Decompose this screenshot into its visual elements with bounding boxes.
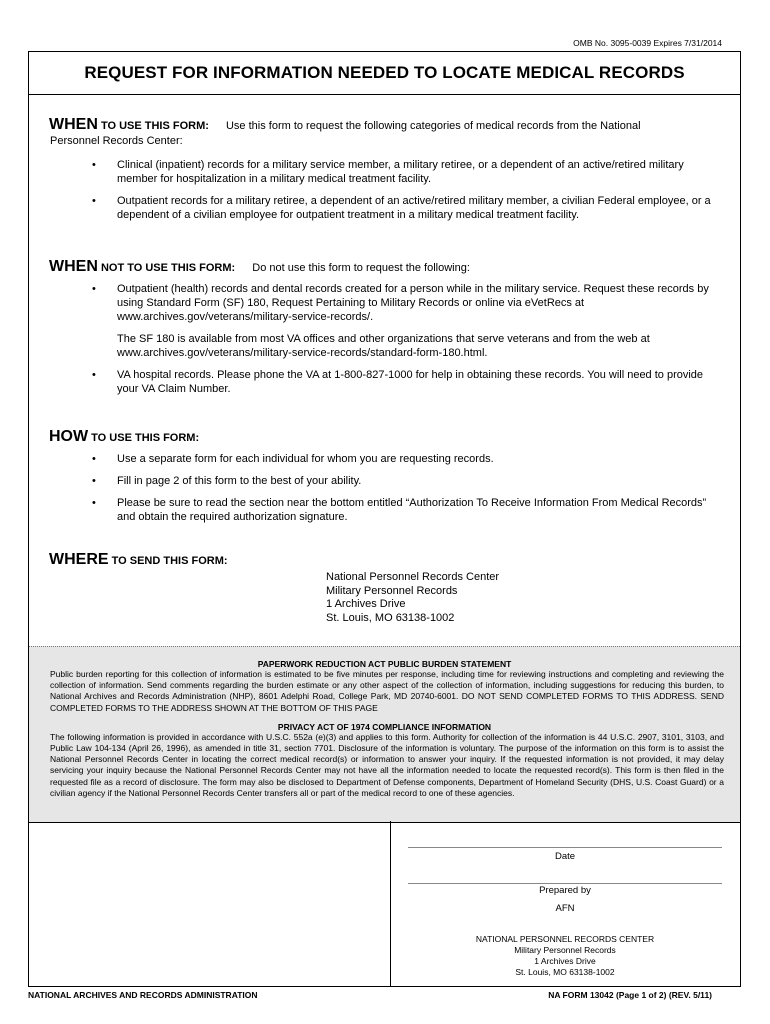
office-use-column [390, 821, 740, 986]
privacy-text: The following information is provided in accordance with U.S.C. 552a (e)(3) and applies to this form. Authority for collection of the information is 44 U.S.C. 2907, 3101, 3103, and Public Law 104-134 (April 26, 1996), as amended in title 31, section 7701. Disclosure of the information is voluntary. The purpose of the information on this form is to assist the National Personnel Records Center in locating the correct medical record(s) or information to answer your inquiry. If the requested information is not provided, it may delay servicing your inquiry because the National Personnel Records Center may not have all the information needed to locate the requested record(s). This form is then filed in the requested file as a record of disclosure. The form may also be disclosed to Department of Defense components, Department of Homeland Security (DHS, U.S. Coast Guard) or a civilian agency if the National Personnel Records Center transfers all or part of the medical record to one of these agencies. [50, 731, 724, 798]
when-not-lead: Do not use this form to request the following: [252, 262, 470, 274]
prepared-label: Prepared by [539, 885, 591, 896]
form-frame [28, 51, 741, 987]
omb-number: OMB No. 3095-0039 Expires 7/31/2014 [573, 38, 722, 48]
office-use-area [29, 821, 740, 986]
list-item: • Fill in page 2 of this form to the best of your ability. [49, 474, 720, 488]
statements-panel [29, 646, 740, 823]
footer-agency: NATIONAL ARCHIVES AND RECORDS ADMINISTRATION [28, 990, 258, 1000]
prepared-line [408, 883, 722, 884]
date-line [408, 847, 722, 848]
when-to-use-cont: Personnel Records Center: [50, 135, 183, 147]
how-section [49, 428, 720, 524]
when-not-heading: WHEN NOT TO USE THIS FORM: Do not use this form to request the following: [49, 258, 470, 275]
privacy-title: PRIVACY ACT OF 1974 COMPLIANCE INFORMATION [277, 721, 492, 732]
where-section [49, 551, 720, 631]
list-item: • Outpatient (health) records and dental records created for a person while in the military service. Request these records by using Standard Form (SF) 180, Request Pertaining to Military Records or online via eVetRecs at www.archives.gov/veterans/military-service-records/. [49, 282, 720, 324]
how-list [49, 452, 720, 524]
when-to-use-heading: WHEN TO USE THIS FORM: Use this form to request the following categories of medical records from the National [49, 116, 641, 133]
prepared-value: AFN [555, 903, 575, 914]
form-title: REQUEST FOR INFORMATION NEEDED TO LOCATE MEDICAL RECORDS [29, 52, 740, 95]
mailing-address: National Personnel Records Center Military Personnel Records 1 Archives Drive St. Louis, MO 63138-1002 [326, 571, 500, 624]
when-not-to-use-section [49, 258, 720, 396]
list-item: • Clinical (inpatient) records for a military service member, a military retiree, or a dependent of an active/retired military member for hospitalization in a military medical treatment facility. [49, 158, 720, 186]
footer-form-number: NA FORM 13042 (Page 1 of 2) (REV. 5/11) [548, 990, 712, 1000]
list-item: • Please be sure to read the section near the bottom entitled “Authorization To Receive Information From Medical Records” and obtain the required authorization signature. [49, 496, 720, 524]
date-label: Date [554, 851, 576, 862]
when-not-list [49, 282, 720, 324]
when-to-use-section [49, 116, 720, 222]
when-to-use-list [49, 158, 720, 222]
paperwork-title: PAPERWORK REDUCTION ACT PUBLIC BURDEN STATEMENT [257, 659, 512, 669]
list-item: • Use a separate form for each individual for whom you are requesting records. [49, 452, 720, 466]
when-to-use-lead: Use this form to request the following categories of medical records from the National [225, 120, 641, 132]
sf180-note: The SF 180 is available from most VA offices and other organizations that serve veterans and from the web at www.archives.gov/veterans/military-service-records/standard-form-180.html. [117, 333, 650, 359]
office-address: NATIONAL PERSONNEL RECORDS CENTER Military Personnel Records 1 Archives Drive St. Louis, MO 63138-1002 [475, 934, 655, 977]
where-heading: WHERE TO SEND THIS FORM: [49, 551, 228, 568]
paperwork-text: Public burden reporting for this collection of information is estimated to be five minutes per response, including time for reviewing instructions and completing and reviewing the collection of information. Send comments regarding the burden estimate or any other aspect of the collection of information, including suggestions for reducing this burden, to National Archives and Records Administration (NHP), 8601 Adelphi Road, College Park, MD 20740-6001. DO NOT SEND COMPLETED FORMS TO THIS ADDRESS. SEND COMPLETED FORMS TO THE ADDRESS SHOWN AT THE BOTTOM OF THIS PAGE [50, 669, 724, 713]
how-heading: HOW TO USE THIS FORM: [49, 428, 200, 445]
list-item: • Outpatient records for a military retiree, a dependent of an active/retired military member, a civilian Federal employee, or a dependent of a civilian employee for outpatient treatment in a military medical treatment facility. [49, 194, 720, 222]
list-item: • VA hospital records. Please phone the VA at 1-800-827-1000 for help in obtaining these records. You will need to provide your VA Claim Number. [49, 368, 720, 396]
